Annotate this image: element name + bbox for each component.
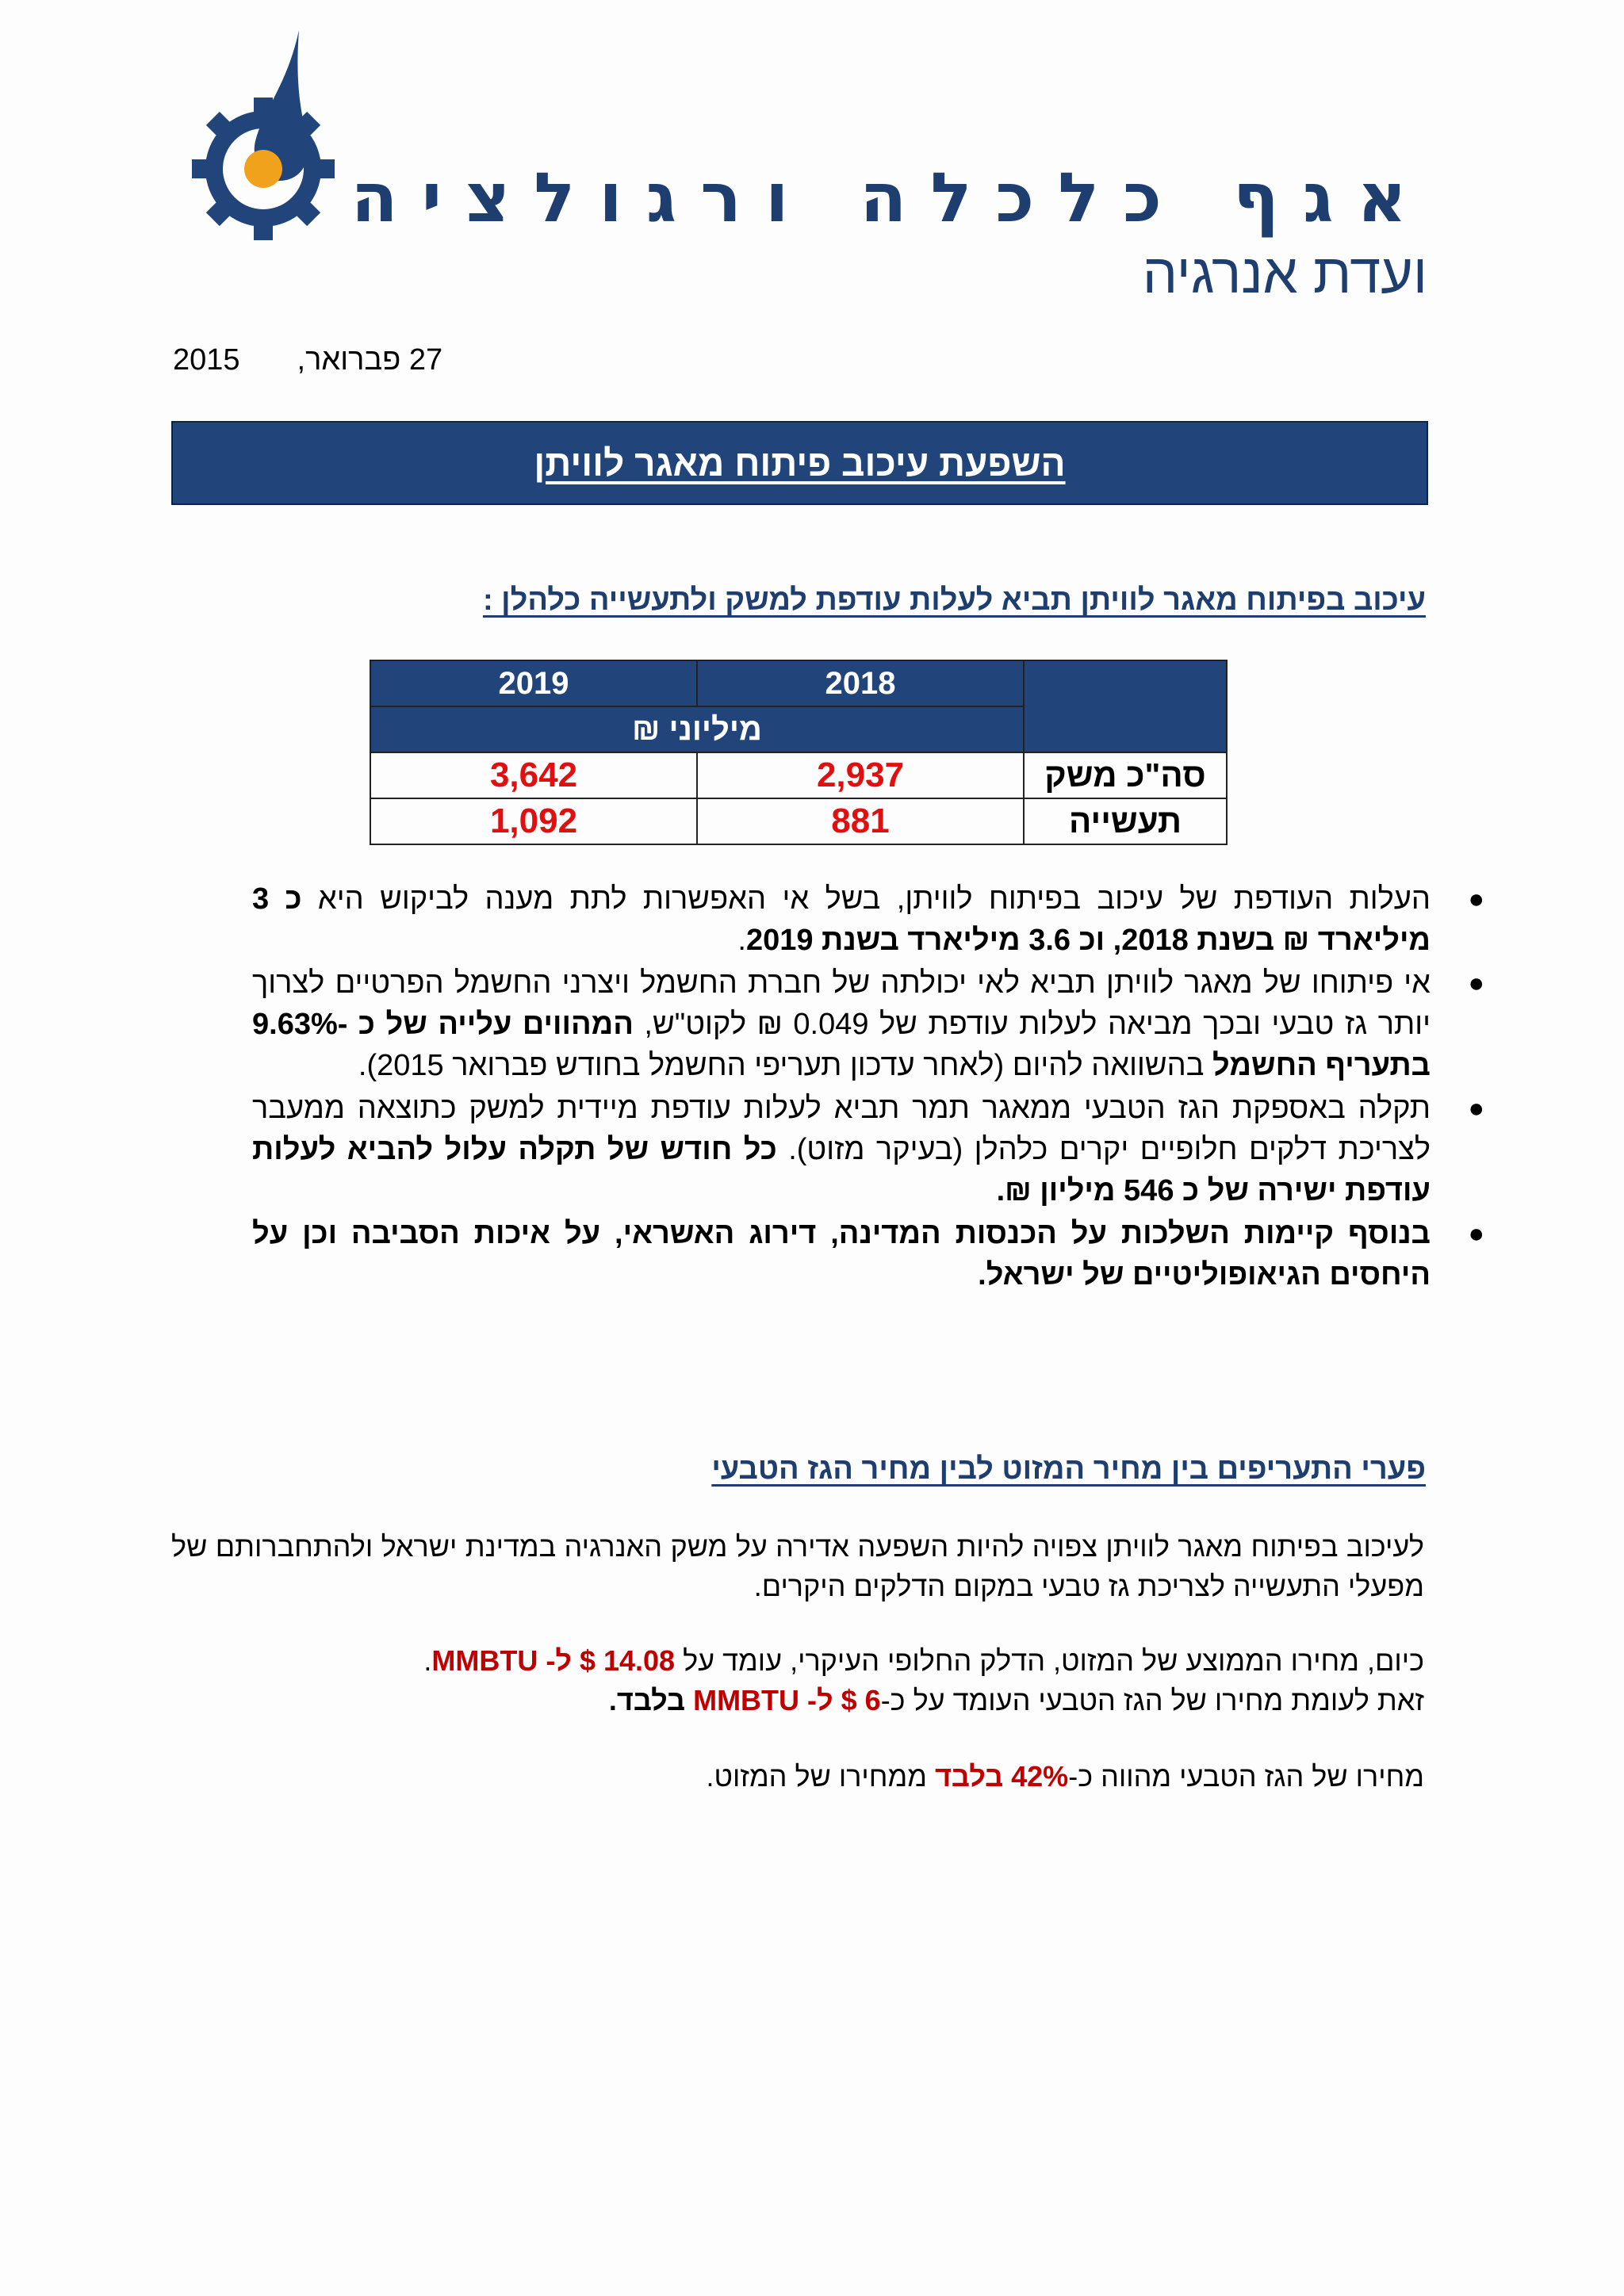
list-item [252,1088,1484,1211]
table-year-2019: 2019 [370,660,697,706]
bullet-icon: ● [1468,884,1484,914]
logo-arc-text [168,141,190,252]
paragraph-prices [171,1641,1424,1720]
bullet-text: העלות העודפת של עיכוב בפיתוח לוויתן, בשל אי האפשרות לתת מענה לביקוש היא [301,882,1431,916]
section1-heading: עיכוב בפיתוח מאגר לוויתן תביא לעלות עודפת למשק ולתעשייה כלהלן : [482,584,1426,617]
ratio-value: 42% בלבד [934,1760,1069,1793]
table-cell: 2,937 [697,752,1024,798]
table-row [370,798,1227,844]
ratio-text: מחירו של הגז הטבעי מהווה כ- [1068,1760,1424,1793]
logo-graphic [168,22,358,316]
bullet-text: אי פיתוחו של מאגר לוויתן תביא לאי יכולתה של חברת החשמל ויצרני החשמל הפרטיים לצרוך יותר גז טבעי ובכך מביאה לעלות עודפת של 0.049 ₪ לקוט"ש, [252,966,1431,1041]
bullet-icon: ● [1468,968,1484,998]
bullet-icon: ● [1468,1093,1484,1123]
table-row [370,752,1227,798]
paragraph-ratio [171,1757,1424,1797]
table-cell: 881 [697,798,1024,844]
department-title: אגף כלכלה ורגולציה [350,159,1431,238]
page-title: השפעת עיכוב פיתוח מאגר לוויתן [534,442,1066,484]
bullet-text-end: . [737,924,746,957]
document-date [173,343,442,377]
gas-text: זאת לעומת מחירו של הגז הטבעי העומד על כ- [880,1684,1424,1716]
table-row-label: תעשייה [1024,798,1227,844]
price-text: כיום, מחירו הממוצע של המזוט, הדלק החלופי העיקרי, עומד על [675,1644,1424,1677]
table-row-label: סה"כ משק [1024,752,1227,798]
title-banner [171,421,1428,505]
gas-only: בלבד. [608,1684,694,1716]
date-year: 2015 [173,343,240,377]
gas-price: 6 $ ל- MMBTU [693,1684,881,1716]
table-year-2018: 2018 [697,660,1024,706]
bullet-icon: ● [1468,1219,1484,1249]
price-text-end: . [423,1644,432,1677]
paragraph-impact: לעיכוב בפיתוח מאגר לוויתן צפויה להיות השפעה אדירה על משק האנרגיה במדינת ישראל ולהתחברותם של מפעלי התעשייה לצריכת גז טבעי במקום הדלקים היקרים. [171,1530,1424,1602]
section2-heading: פערי התעריפים בין מחיר המזוט לבין מחיר הגז הטבעי [711,1452,1426,1486]
bullet-bold: בנוסף קיימות השלכות על הכנסות המדינה, דירוג האשראי, על איכות הסביבה וכן על היחסים הגיאופוליטיים של ישראל. [252,1217,1431,1292]
bullet-bold: כל חודש של תקלה עלול להביא לעלות עודפת ישירה של כ 546 מיליון ₪. [252,1133,1431,1207]
list-item [252,878,1484,961]
table-cell: 3,642 [370,752,697,798]
date-day-month: 27 פברואר, [297,343,443,377]
table-unit: מיליוני ₪ [370,706,1024,752]
list-item [252,962,1484,1086]
bullet-bold: כ 3 מיליארד ₪ בשנת 2018, וכ 3.6 מיליארד בשנת 2019 [252,882,1431,957]
ratio-text-end: ממחירו של המזוט. [706,1760,935,1793]
cost-table [370,660,1228,845]
mazut-price: 14.08 $ ל- MMBTU [431,1644,676,1677]
table-corner [1024,660,1227,752]
bullet-text-end: בהשוואה להיום (לאחר עדכון תעריפי החשמל בחודש פברואר 2015). [358,1049,1213,1082]
bullet-list [252,878,1484,1297]
table-cell: 1,092 [370,798,697,844]
bullet-bold: המהווים עלייה של כ -9.63% בתעריף החשמל [252,1008,1431,1082]
bullet-text: תקלה באספקת הגז הטבעי ממאגר תמר תביא לעלות עודפת מיידית למשק כתוצאה ממעבר לצריכת דלקים חלופיים יקרים כלהלן (בעיקר מזוט). [252,1092,1431,1166]
logo [168,22,358,316]
committee-title: ועדת אנרגיה [1142,243,1427,304]
list-item [252,1213,1484,1295]
